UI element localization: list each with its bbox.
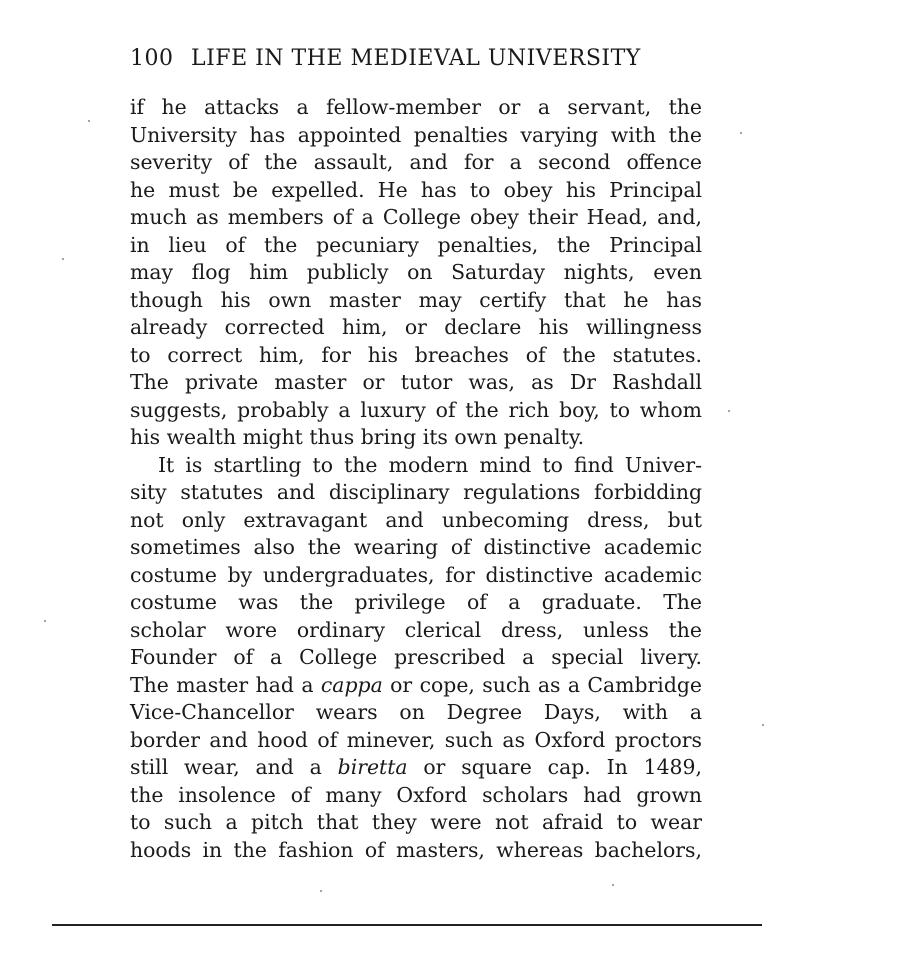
text-line: if he attacks a fellow-member or a servant, the bbox=[130, 95, 702, 119]
text-line: to such a pitch that they were not afraid to wear bbox=[130, 810, 702, 834]
scan-speck bbox=[740, 132, 742, 134]
text-line-with-italic bbox=[130, 754, 702, 782]
scan-speck bbox=[320, 890, 322, 892]
italic-term-biretta: biretta bbox=[337, 755, 408, 779]
text-line: Vice-Chancellor wears on Degree Days, with a bbox=[130, 700, 702, 724]
text-segment: The master had a bbox=[130, 672, 321, 697]
text-line: sity statutes and disciplinary regulations forbidding bbox=[130, 480, 702, 504]
text-line: may flog him publicly on Saturday nights, even bbox=[130, 260, 702, 284]
scan-speck bbox=[88, 120, 90, 122]
text-line: It is startling to the modern mind to find Univer- bbox=[158, 452, 702, 477]
paragraph-2 bbox=[130, 452, 702, 865]
text-line: the insolence of many Oxford scholars had grown bbox=[130, 782, 702, 807]
text-line: costume was the privilege of a graduate. The bbox=[130, 590, 702, 614]
text-line: his wealth might thus bring its own penalty. bbox=[130, 425, 585, 449]
text-line-with-italic bbox=[130, 672, 702, 700]
scan-speck bbox=[62, 258, 64, 260]
text-segment: still wear, and a bbox=[130, 755, 338, 779]
text-line: border and hood of minever, such as Oxford proctors bbox=[130, 727, 702, 752]
text-line: The private master or tutor was, as Dr Rashdall bbox=[130, 370, 702, 394]
text-line: suggests, probably a luxury of the rich boy, to whom bbox=[130, 397, 702, 422]
scan-speck bbox=[728, 410, 730, 412]
page-number: 100 bbox=[130, 46, 174, 71]
running-header bbox=[130, 46, 690, 71]
paragraph-1 bbox=[130, 94, 702, 452]
text-line: scholar wore ordinary clerical dress, unless the bbox=[130, 617, 702, 642]
body-text bbox=[130, 94, 702, 864]
text-line: in lieu of the pecuniary penalties, the Principal bbox=[130, 232, 702, 257]
text-line: hoods in the fashion of masters, whereas bachelors, bbox=[130, 837, 702, 862]
text-segment: or square cap. In 1489, bbox=[407, 755, 702, 779]
text-line: Founder of a College prescribed a special livery. bbox=[130, 645, 702, 669]
text-line: to correct him, for his breaches of the statutes. bbox=[130, 342, 702, 367]
bottom-rule bbox=[52, 924, 762, 926]
scan-speck bbox=[612, 884, 614, 886]
italic-term-cappa: cappa bbox=[320, 672, 383, 697]
scan-speck bbox=[762, 724, 764, 726]
text-segment: or cope, such as a Cambridge bbox=[382, 672, 702, 697]
text-line: though his own master may certify that he has bbox=[130, 287, 702, 312]
text-line: he must be expelled. He has to obey his Principal bbox=[130, 177, 702, 202]
text-line: sometimes also the wearing of distinctive academic bbox=[130, 535, 702, 559]
text-line: not only extravagant and unbecoming dress, but bbox=[130, 507, 702, 532]
running-title: LIFE IN THE MEDIEVAL UNIVERSITY bbox=[191, 46, 641, 71]
text-line: already corrected him, or declare his willingness bbox=[130, 315, 702, 339]
text-line: much as members of a College obey their Head, and, bbox=[130, 205, 702, 229]
text-line: costume by undergraduates, for distinctive academic bbox=[130, 562, 702, 587]
text-line: severity of the assault, and for a second offence bbox=[130, 150, 702, 174]
text-line: University has appointed penalties varying with the bbox=[130, 122, 702, 147]
scan-speck bbox=[44, 620, 46, 622]
